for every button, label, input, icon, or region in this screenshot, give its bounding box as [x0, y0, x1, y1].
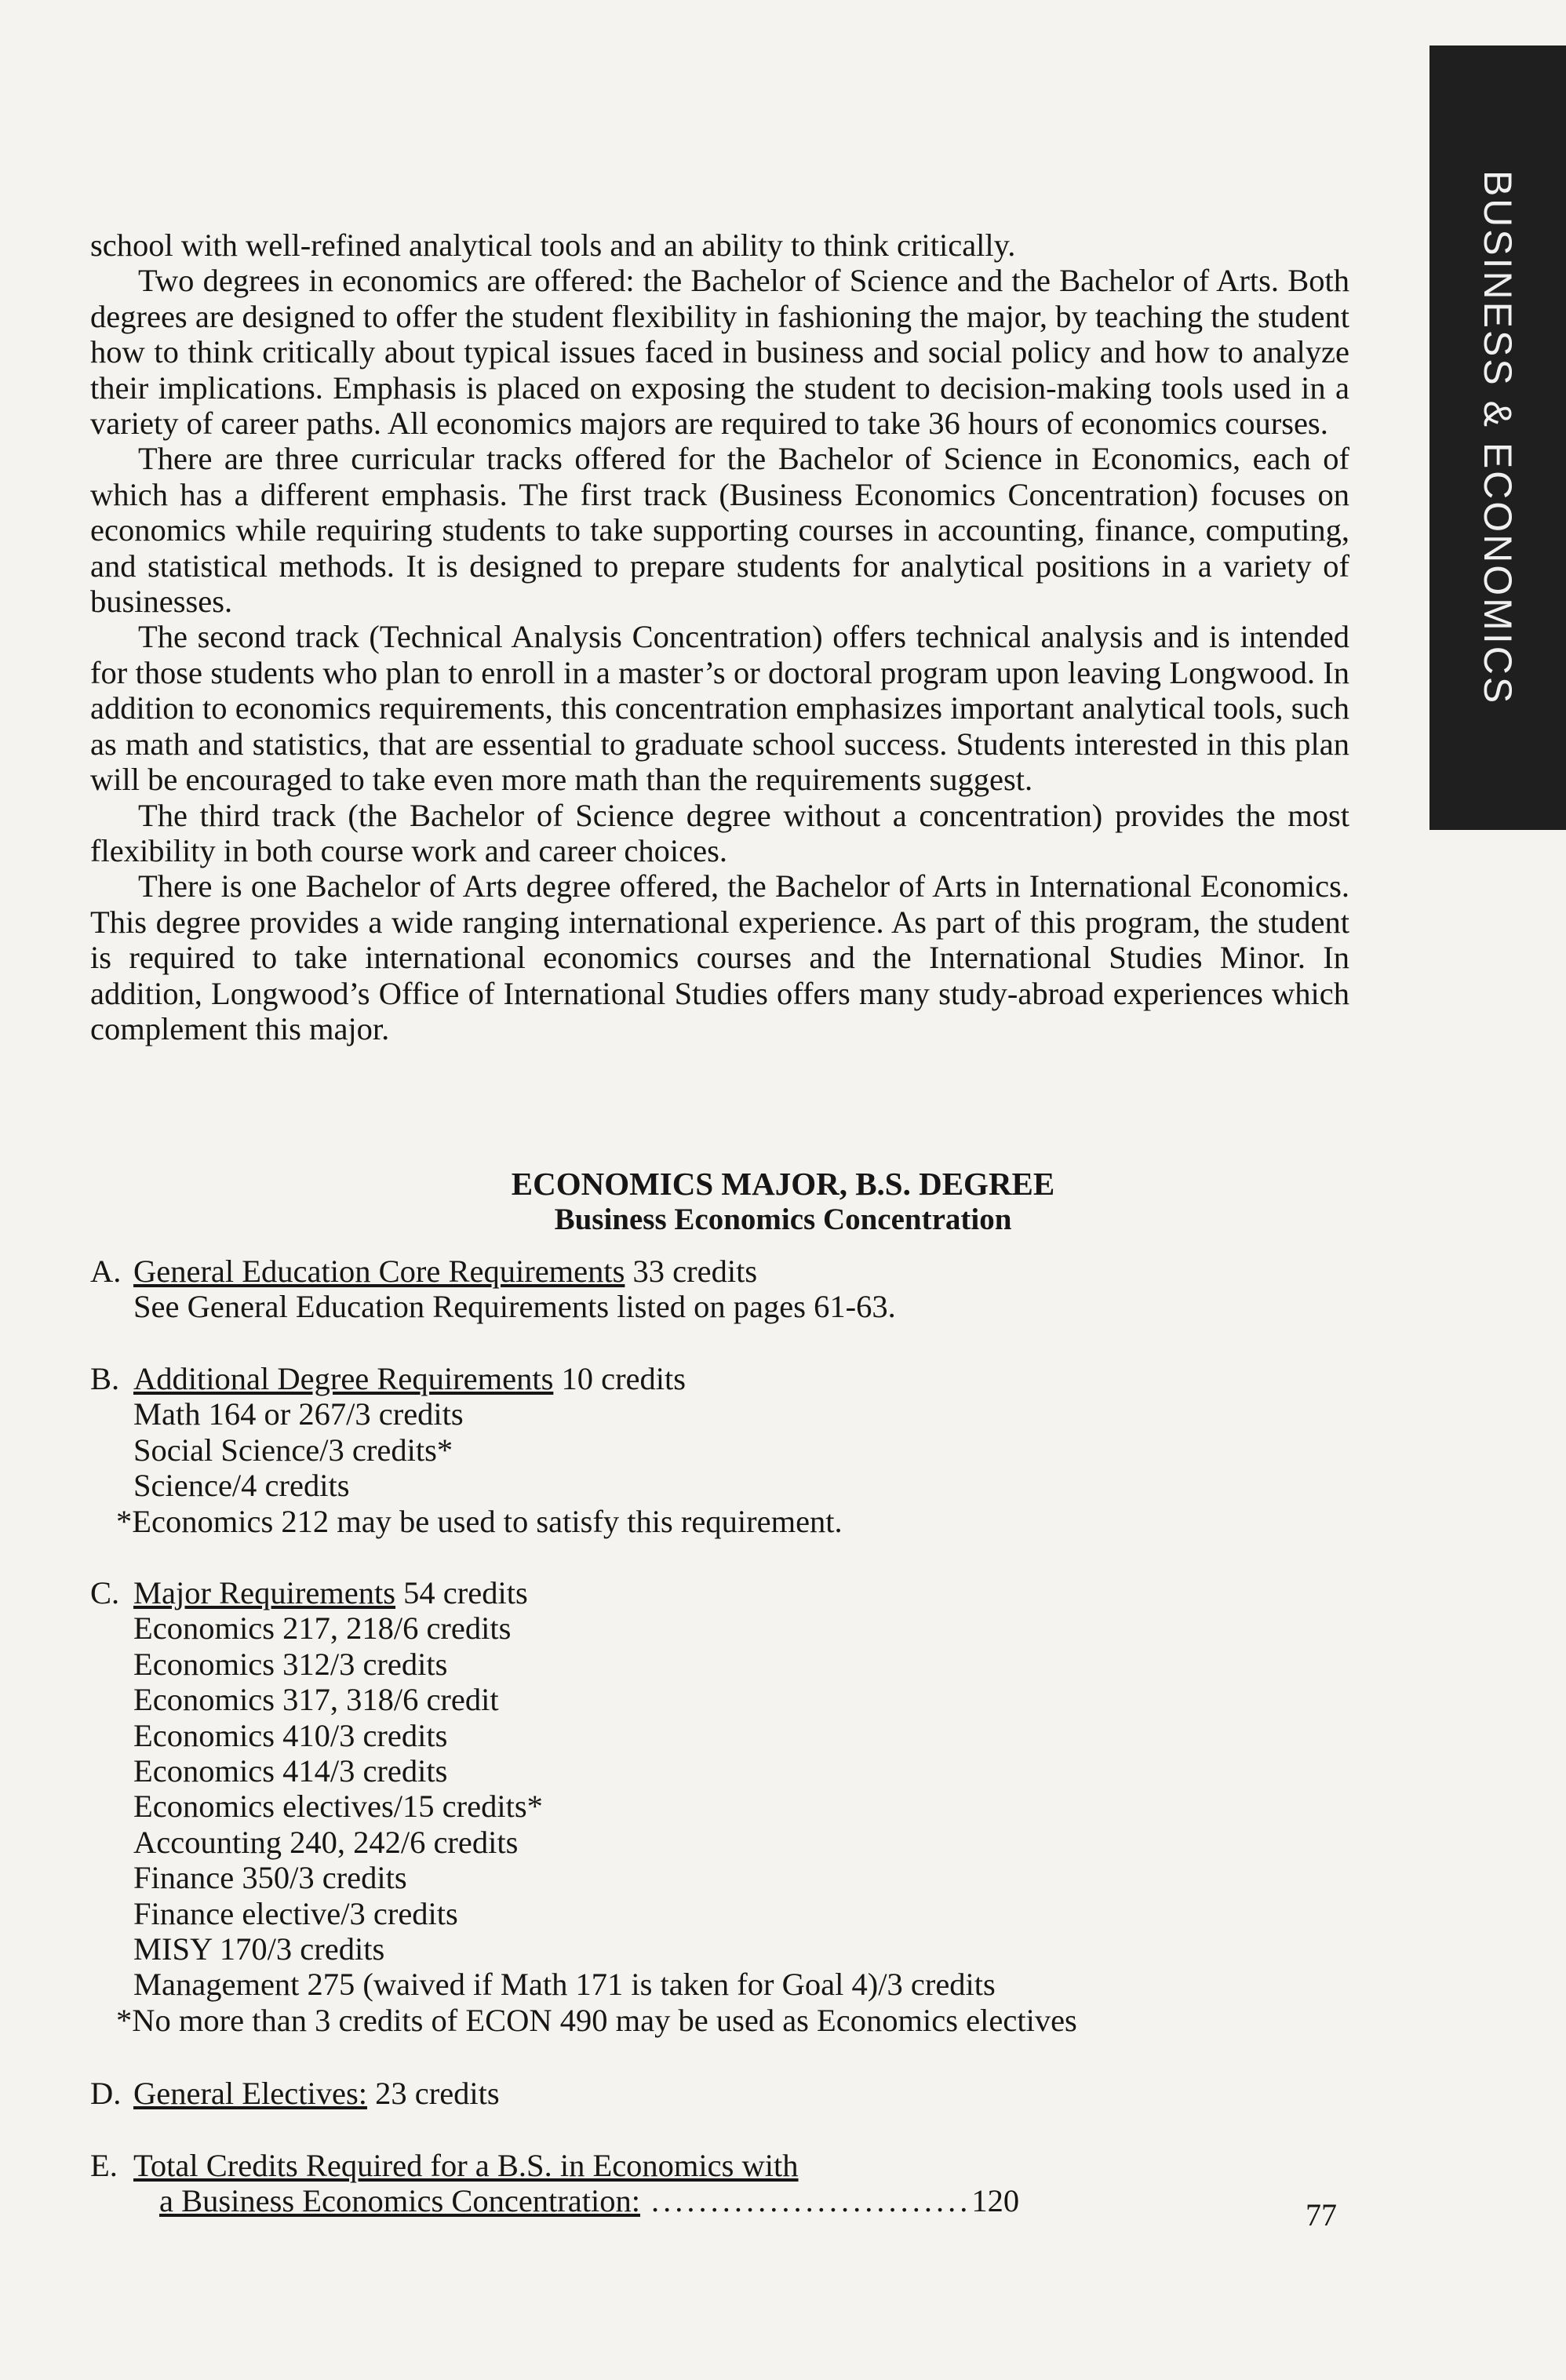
total-credits-title: a Business Economics Concentration: [159, 2183, 641, 2219]
requirement-line: Economics 217, 218/6 credits [133, 1610, 512, 1647]
requirement-section-a [90, 1254, 1385, 1325]
requirement-footnote: *Economics 212 may be used to satisfy this requirement. [116, 1503, 843, 1539]
requirement-line: Finance 350/3 credits [133, 1860, 407, 1896]
intro-paragraph: There are three curricular tracks offered for the Bachelor of Science in Economics, each of which has a different emphasis. The first track (Business Economics Concentration) focuses on economics while requiring students to take supporting courses in accounting, finance, computing, and statistical methods. It is designed to prepare students for analytical positions in a variety of businesses. [90, 441, 1349, 620]
requirement-section-b [90, 1361, 1385, 1539]
requirement-heading [90, 1575, 1385, 1610]
requirement-section-d [90, 2076, 1385, 2111]
major-title: ECONOMICS MAJOR, B.S. DEGREE [511, 1166, 1055, 1202]
requirement-letter: D. [90, 2076, 122, 2111]
requirement-line: Social Science/3 credits* [133, 1432, 453, 1468]
requirement-line: Finance elective/3 credits [133, 1895, 458, 1931]
requirement-line: MISY 170/3 credits [133, 1931, 385, 1967]
requirement-letter: A. [90, 1254, 122, 1289]
requirement-line: Economics 414/3 credits [133, 1753, 448, 1789]
requirement-line: Accounting 240, 242/6 credits [133, 1824, 519, 1860]
requirement-title: Total Credits Required for a B.S. in Economics with [133, 2148, 799, 2183]
requirement-line: Science/4 credits [133, 1468, 350, 1504]
requirement-section-e [90, 2148, 1385, 2219]
requirement-heading [90, 1361, 1385, 1396]
requirement-credits: 54 credits [403, 1575, 528, 1610]
requirement-heading [90, 2148, 1385, 2183]
requirement-title: General Education Core Requirements [133, 1254, 625, 1289]
intro-paragraph: The second track (Technical Analysis Concentration) offers technical analysis and is intended for those students who plan to enroll in a master’s or doctoral program upon leaving Longwood. In addition to economics requirements, this concentration emphasizes important analytical tools, such as math and statistics, that are essential to graduate school success. Students interested in this plan will be encouraged to take even more math than the requirements suggest. [90, 619, 1349, 798]
requirement-credits: 23 credits [375, 2076, 500, 2111]
requirement-heading [90, 2076, 1385, 2111]
requirement-credits: 10 credits [561, 1361, 686, 1396]
intro-paragraph: school with well-refined analytical tools and an ability to think critically. [90, 227, 1016, 263]
requirement-footnote: *No more than 3 credits of ECON 490 may be used as Economics electives [116, 2002, 1077, 2038]
side-tab-label: BUSINESS & ECONOMICS [1476, 169, 1520, 706]
intro-paragraph: The third track (the Bachelor of Science degree without a concentration) provides the most flexibility in both course work and career choices. [90, 797, 1349, 868]
requirement-letter: E. [90, 2148, 118, 2183]
requirement-letter: B. [90, 1361, 120, 1396]
major-subtitle: Business Economics Concentration [554, 1203, 1012, 1236]
requirement-line: Economics 317, 318/6 credit [133, 1682, 499, 1718]
page-number: 77 [1306, 2197, 1337, 2233]
intro-paragraph: There is one Bachelor of Arts degree offered, the Bachelor of Arts in International Economics. This degree provides a wide ranging international experience. As part of this program, the student is required to take international economics courses and the International Studies Minor. In addition, Longwood’s Office of International Studies offers many study-abroad experiences which complement this major. [90, 868, 1349, 1046]
requirement-title: Major Requirements [133, 1575, 396, 1610]
requirement-heading [90, 1254, 1385, 1289]
requirement-line: Management 275 (waived if Math 171 is taken for Goal 4)/3 credits [133, 1967, 996, 2003]
intro-paragraph: Two degrees in economics are offered: the Bachelor of Science and the Bachelor of Arts. Both degrees are designed to offer the student flexibility in fashioning the major, by teaching the student how to think critically about typical issues faced in business and social policy and how to analyze their implications. Emphasis is placed on exposing the student to decision-making tools used in a variety of career paths. All economics majors are required to take 36 hours of economics courses. [90, 263, 1349, 442]
requirement-line: Economics electives/15 credits* [133, 1789, 543, 1825]
requirement-title: General Electives: [133, 2076, 367, 2111]
requirement-letter: C. [90, 1575, 120, 1610]
requirement-title: Additional Degree Requirements [133, 1361, 554, 1396]
requirement-line: Economics 410/3 credits [133, 1717, 448, 1753]
requirement-section-c [90, 1575, 1385, 2038]
requirement-line: Economics 312/3 credits [133, 1646, 448, 1682]
intro-text [90, 227, 1349, 1046]
dot-leader: ........................... [651, 2183, 972, 2219]
total-credits-line [90, 2183, 1385, 2218]
total-credits-value: 120 [971, 2183, 1020, 2219]
requirement-credits: 33 credits [632, 1254, 758, 1289]
section-side-tab [1429, 45, 1566, 830]
requirement-line: See General Education Requirements listed on pages 61-63. [133, 1289, 896, 1325]
requirement-line: Math 164 or 267/3 credits [133, 1396, 464, 1432]
